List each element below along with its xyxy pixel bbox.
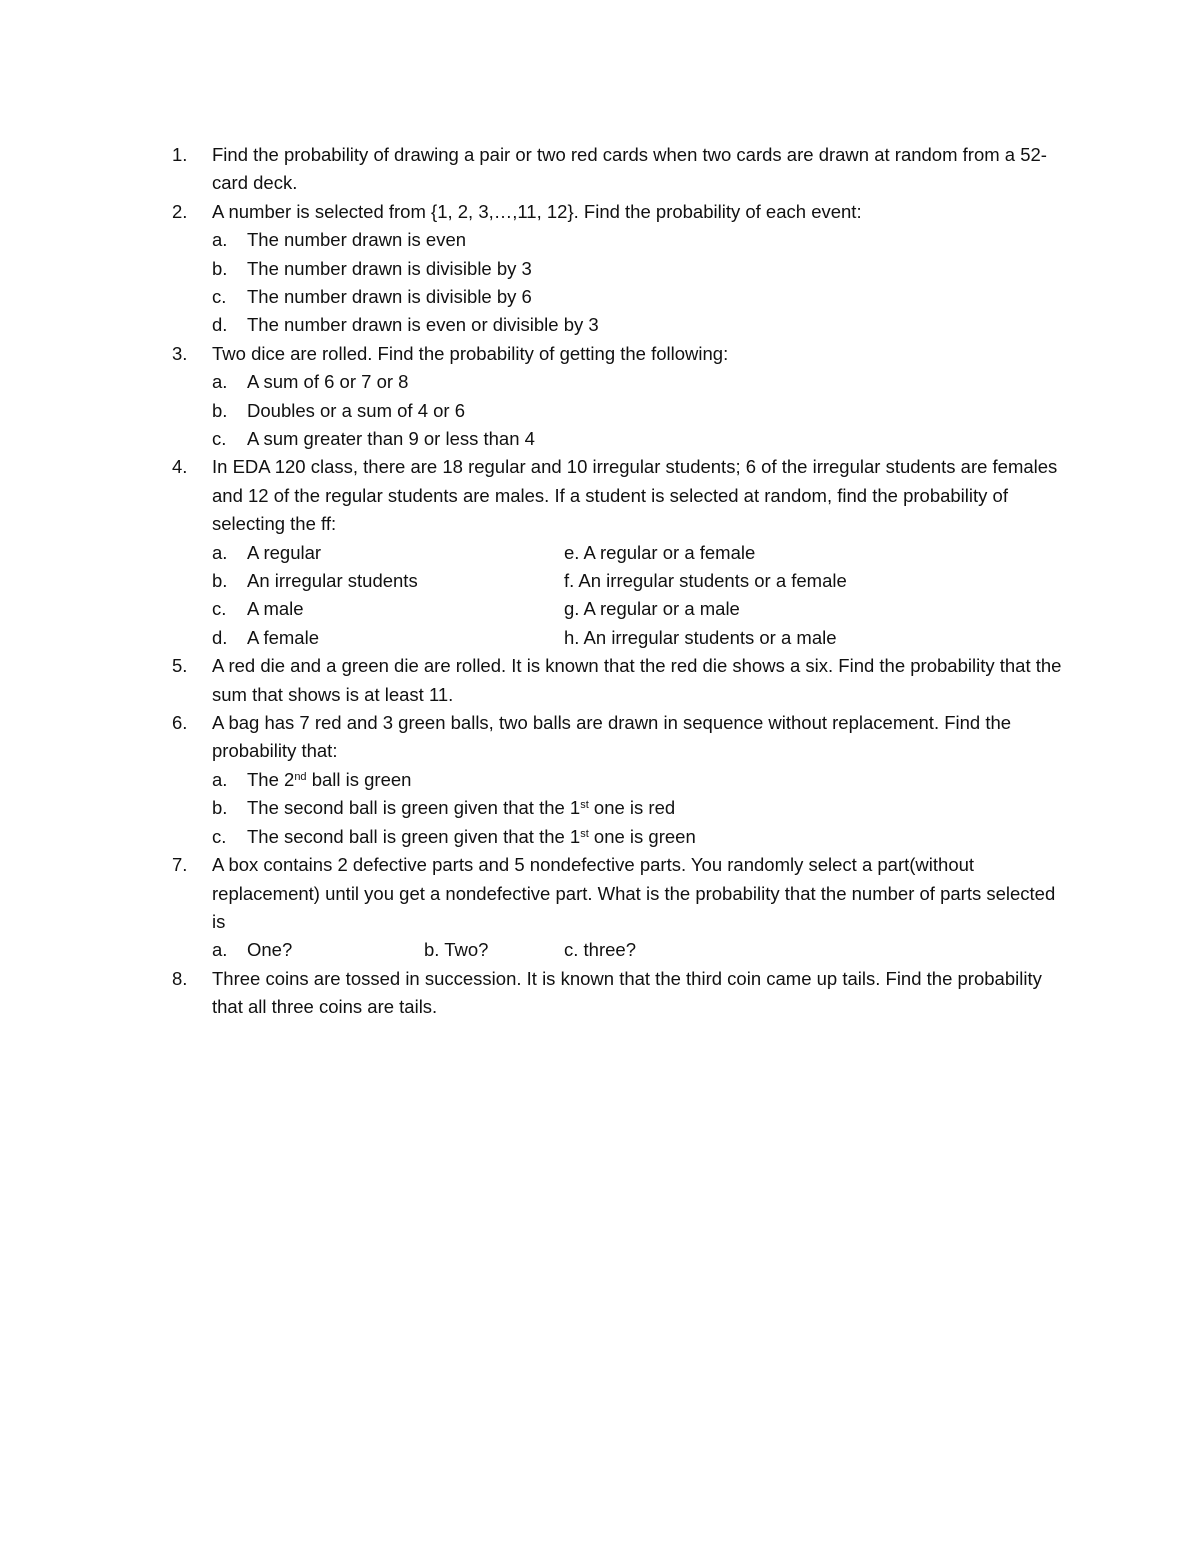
sub-text: A regular [247,541,322,563]
question-5 [172,652,1072,709]
sub-item [172,766,1072,794]
sub-item [172,823,1072,851]
sub-text: The number drawn is even or divisible by 3 [247,314,599,336]
sub-letter: a. [212,768,228,790]
sub-letter: b. [212,797,228,819]
sub-text: b. Two? [424,939,489,961]
question-3 [172,340,1072,454]
sub-text: The number drawn is divisible by 3 [247,257,532,279]
question-text: Three coins are tossed in succession. It is known that the third coin came up tails. Find the probability that all three coins are tails. [212,967,1042,1018]
sub-letter: a. [212,541,228,563]
question-number: 4. [172,456,188,478]
sub-letter: d. [212,626,228,648]
question-number: 6. [172,712,188,734]
question-8 [172,965,1072,1022]
sub-item-pair [172,595,1072,623]
question-text: Two dice are rolled. Find the probability of getting the following: [212,342,729,364]
sub-text-post: ball is green [306,768,412,790]
question-2 [172,198,1072,340]
question-text: A bag has 7 red and 3 green balls, two balls are drawn in sequence without replacement. Find the probability that: [212,712,1012,762]
question-number: 1. [172,144,188,165]
sub-text-post: one is red [588,797,676,819]
sub-text [247,826,696,847]
sub-text [247,797,675,818]
sub-text: h. An irregular students or a male [564,626,837,648]
sub-text: A sum of 6 or 7 or 8 [247,371,409,393]
sub-letter: d. [212,314,228,336]
sub-item [172,311,1072,339]
sub-text: A male [247,598,304,620]
question-6 [172,709,1072,851]
sub-letter: b. [212,257,228,279]
sub-item-pair [172,539,1072,567]
sub-letter: a. [212,939,228,961]
question-text: A red die and a green die are rolled. It is known that the red die shows a six. Find the probability that the sum that shows is at least 11. [212,655,1062,705]
question-number: 7. [172,854,188,876]
sub-letter: c. [212,286,227,308]
sub-text: Doubles or a sum of 4 or 6 [247,399,465,421]
question-text: In EDA 120 class, there are 18 regular and 10 irregular students; 6 of the irregular students are females and 12 of the regular students are males. If a student is selected at random, find the probability of selecting the ff: [212,456,1058,535]
question-number: 8. [172,967,188,989]
sub-text: The number drawn is even [247,229,467,251]
sub-text-pre: The second ball is green given that the 1 [247,825,581,847]
sub-item-pair [172,567,1072,595]
sub-text: A sum greater than 9 or less than 4 [247,428,535,450]
sub-text: f. An irregular students or a female [564,570,847,592]
question-number: 3. [172,342,188,364]
question-number: 5. [172,655,188,677]
sub-letter: a. [212,371,228,393]
sub-text [247,769,411,790]
sub-item-triple [172,936,1072,964]
question-number: 2. [172,200,188,222]
sub-text: An irregular students [247,570,418,592]
question-text: A box contains 2 defective parts and 5 nondefective parts. You randomly select a part(without replacement) until you get a nondefective part. What is the probability that the number of parts selected is [212,854,1056,932]
sub-text: The number drawn is divisible by 6 [247,286,532,308]
sub-item [172,283,1072,311]
ordinal-suffix: nd [294,770,307,783]
sub-text: g. A regular or a male [564,598,740,620]
sub-text-pre: The 2 [247,768,295,790]
sub-item [172,255,1072,283]
ordinal-suffix: st [580,799,589,812]
question-text: A number is selected from {1, 2, 3,…,11, 12}. Find the probability of each event: [212,200,862,222]
sub-letter: b. [212,570,228,592]
question-4 [172,453,1072,652]
sub-letter: c. [212,598,227,620]
question-1 [172,141,1072,198]
sub-item [172,794,1072,822]
sub-text: A female [247,626,319,648]
sub-text-pre: The second ball is green given that the 1 [247,797,581,819]
sub-text-post: one is green [588,825,696,847]
sub-item [172,425,1072,453]
question-list [172,141,1072,1022]
sub-item [172,397,1072,425]
sub-item [172,368,1072,396]
ordinal-suffix: st [580,827,589,840]
question-text: Find the probability of drawing a pair or two red cards when two cards are drawn at random from a 52-card deck. [212,144,1047,194]
sub-item-pair [172,624,1072,652]
sub-letter: a. [212,229,228,251]
sub-letter: c. [212,428,227,450]
question-7 [172,851,1072,965]
sub-item [172,226,1072,254]
sub-text: e. A regular or a female [564,541,756,563]
sub-text: One? [247,939,293,961]
sub-letter: b. [212,399,228,421]
sub-letter: c. [212,825,227,847]
sub-text: c. three? [564,939,636,961]
